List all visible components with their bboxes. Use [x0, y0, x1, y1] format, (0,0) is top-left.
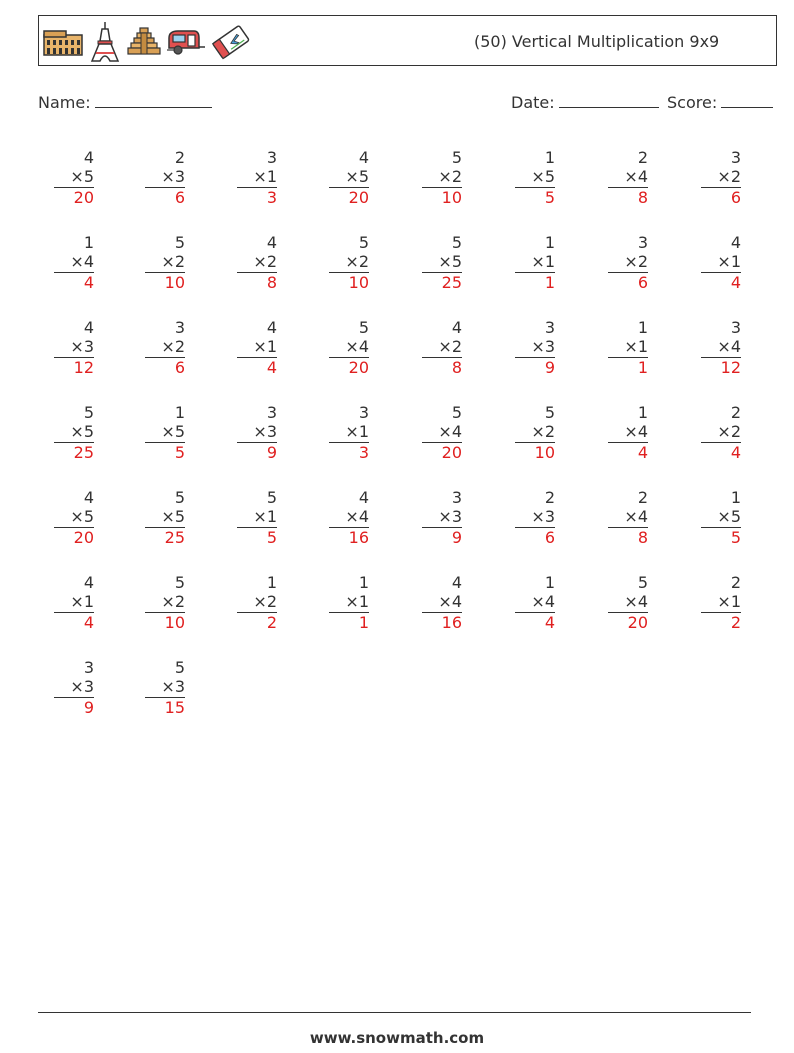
worksheet-header	[38, 15, 777, 66]
answer: 8	[637, 528, 648, 547]
answer: 1	[637, 358, 648, 377]
multiplier: ×1	[237, 167, 277, 188]
camper-trailer-icon	[166, 28, 206, 56]
answer: 4	[83, 273, 94, 292]
multiplier: ×2	[237, 252, 277, 273]
multiplicand: 5	[174, 573, 185, 592]
multiplicand: 5	[266, 488, 277, 507]
multiplicand: 5	[174, 658, 185, 677]
multiplication-problem	[701, 318, 741, 377]
multiplication-problem	[608, 318, 648, 377]
score-blank[interactable]	[721, 93, 773, 108]
answer: 20	[348, 188, 369, 207]
multiplicand: 2	[174, 148, 185, 167]
multiplicand: 3	[174, 318, 185, 337]
multiplicand: 2	[544, 488, 555, 507]
multiplication-problem	[54, 488, 94, 547]
header-icons	[42, 20, 252, 64]
answer: 9	[451, 528, 462, 547]
pyramid-icon	[126, 26, 162, 58]
answer: 10	[534, 443, 555, 462]
multiplier: ×5	[422, 252, 462, 273]
multiplication-problem	[145, 658, 185, 717]
answer: 2	[730, 613, 741, 632]
answer: 12	[73, 358, 94, 377]
answer: 9	[544, 358, 555, 377]
multiplier: ×2	[701, 422, 741, 443]
multiplier: ×2	[329, 252, 369, 273]
multiplicand: 5	[174, 488, 185, 507]
multiplier: ×3	[54, 677, 94, 698]
multiplicand: 5	[451, 403, 462, 422]
multiplier: ×4	[329, 507, 369, 528]
eiffel-tower-icon	[88, 21, 122, 63]
multiplicand: 4	[358, 148, 369, 167]
multiplication-problem	[422, 318, 462, 377]
multiplier: ×4	[329, 337, 369, 358]
answer: 3	[266, 188, 277, 207]
multiplication-problem	[701, 488, 741, 547]
answer: 25	[441, 273, 462, 292]
answer: 1	[358, 613, 369, 632]
multiplicand: 4	[730, 233, 741, 252]
multiplication-problem	[422, 488, 462, 547]
multiplicand: 5	[451, 148, 462, 167]
score-label: Score:	[667, 93, 718, 112]
answer: 4	[544, 613, 555, 632]
multiplier: ×1	[237, 507, 277, 528]
answer: 25	[164, 528, 185, 547]
multiplicand: 1	[730, 488, 741, 507]
answer: 6	[544, 528, 555, 547]
answer: 5	[266, 528, 277, 547]
multiplier: ×1	[515, 252, 555, 273]
multiplication-problem	[329, 148, 369, 207]
multiplication-problem	[329, 403, 369, 462]
multiplication-problem	[515, 573, 555, 632]
multiplication-problem	[329, 233, 369, 292]
footer-site: www.snowmath.com	[309, 1029, 485, 1047]
multiplication-problem	[329, 318, 369, 377]
multiplicand: 1	[266, 573, 277, 592]
multiplication-problem	[329, 573, 369, 632]
multiplier: ×1	[329, 422, 369, 443]
multiplicand: 4	[83, 318, 94, 337]
multiplicand: 1	[637, 403, 648, 422]
multiplicand: 3	[266, 403, 277, 422]
multiplication-problem	[608, 148, 648, 207]
multiplicand: 2	[730, 573, 741, 592]
answer: 4	[730, 443, 741, 462]
answer: 25	[73, 443, 94, 462]
multiplier: ×1	[329, 592, 369, 613]
worksheet-title: (50) Vertical Multiplication 9x9	[474, 32, 720, 51]
multiplicand: 4	[83, 573, 94, 592]
multiplier: ×5	[515, 167, 555, 188]
multiplication-problem	[515, 403, 555, 462]
multiplication-problem	[608, 488, 648, 547]
answer: 8	[266, 273, 277, 292]
multiplication-problem	[237, 488, 277, 547]
answer: 20	[441, 443, 462, 462]
multiplicand: 5	[83, 403, 94, 422]
multiplier: ×5	[329, 167, 369, 188]
multiplicand: 5	[358, 233, 369, 252]
multiplicand: 5	[358, 318, 369, 337]
answer: 5	[174, 443, 185, 462]
multiplicand: 4	[266, 233, 277, 252]
answer: 20	[348, 358, 369, 377]
multiplicand: 3	[358, 403, 369, 422]
answer: 5	[544, 188, 555, 207]
date-blank[interactable]	[559, 93, 659, 108]
multiplication-problem	[145, 148, 185, 207]
colosseum-icon	[42, 27, 84, 57]
multiplication-problem	[237, 318, 277, 377]
multiplier: ×4	[608, 507, 648, 528]
multiplier: ×5	[54, 507, 94, 528]
multiplication-problem	[422, 403, 462, 462]
multiplier: ×2	[701, 167, 741, 188]
multiplier: ×5	[54, 422, 94, 443]
answer: 4	[266, 358, 277, 377]
answer: 6	[174, 358, 185, 377]
multiplicand: 1	[637, 318, 648, 337]
multiplicand: 4	[266, 318, 277, 337]
answer: 10	[164, 273, 185, 292]
multiplier: ×4	[422, 592, 462, 613]
multiplication-problem	[701, 148, 741, 207]
multiplier: ×3	[237, 422, 277, 443]
answer: 4	[730, 273, 741, 292]
multiplicand: 1	[544, 573, 555, 592]
multiplication-problem	[145, 233, 185, 292]
multiplication-problem	[329, 488, 369, 547]
multiplicand: 3	[730, 318, 741, 337]
multiplication-problem	[701, 403, 741, 462]
multiplier: ×2	[237, 592, 277, 613]
multiplicand: 2	[637, 148, 648, 167]
answer: 5	[730, 528, 741, 547]
answer: 10	[441, 188, 462, 207]
multiplication-problem	[54, 233, 94, 292]
multiplicand: 3	[83, 658, 94, 677]
multiplication-problem	[145, 318, 185, 377]
multiplication-problem	[237, 233, 277, 292]
multiplier: ×1	[54, 592, 94, 613]
multiplication-problem	[515, 318, 555, 377]
answer: 9	[83, 698, 94, 717]
footer-divider	[38, 1012, 751, 1013]
multiplication-problem	[54, 148, 94, 207]
date-field	[511, 93, 659, 112]
multiplicand: 4	[451, 318, 462, 337]
answer: 8	[451, 358, 462, 377]
answer: 20	[73, 528, 94, 547]
multiplication-problem	[422, 573, 462, 632]
answer: 8	[637, 188, 648, 207]
multiplication-problem	[145, 403, 185, 462]
multiplier: ×5	[701, 507, 741, 528]
answer: 10	[164, 613, 185, 632]
multiplication-problem	[608, 233, 648, 292]
multiplier: ×1	[608, 337, 648, 358]
multiplicand: 1	[544, 148, 555, 167]
multiplicand: 1	[358, 573, 369, 592]
answer: 9	[266, 443, 277, 462]
multiplicand: 1	[174, 403, 185, 422]
multiplicand: 1	[83, 233, 94, 252]
answer: 4	[637, 443, 648, 462]
multiplicand: 5	[451, 233, 462, 252]
multiplication-problem	[145, 488, 185, 547]
multiplier: ×1	[701, 252, 741, 273]
answer: 6	[637, 273, 648, 292]
multiplier: ×3	[145, 677, 185, 698]
travel-ticket-icon	[210, 21, 252, 63]
multiplier: ×3	[515, 507, 555, 528]
answer: 12	[720, 358, 741, 377]
multiplication-problem	[422, 148, 462, 207]
multiplier: ×4	[54, 252, 94, 273]
multiplier: ×2	[422, 337, 462, 358]
multiplier: ×1	[701, 592, 741, 613]
multiplication-problem	[608, 573, 648, 632]
multiplicand: 4	[358, 488, 369, 507]
multiplier: ×3	[54, 337, 94, 358]
date-label: Date:	[511, 93, 555, 112]
multiplicand: 5	[544, 403, 555, 422]
multiplication-problem	[237, 403, 277, 462]
multiplication-problem	[54, 573, 94, 632]
answer: 15	[164, 698, 185, 717]
multiplier: ×3	[515, 337, 555, 358]
multiplication-problem	[701, 233, 741, 292]
answer: 20	[73, 188, 94, 207]
answer: 2	[266, 613, 277, 632]
name-blank[interactable]	[95, 93, 212, 108]
multiplier: ×4	[608, 592, 648, 613]
multiplier: ×1	[237, 337, 277, 358]
multiplicand: 5	[174, 233, 185, 252]
multiplier: ×2	[145, 337, 185, 358]
multiplier: ×4	[701, 337, 741, 358]
multiplier: ×2	[608, 252, 648, 273]
name-label: Name:	[38, 93, 91, 112]
name-field	[38, 93, 212, 112]
answer: 20	[627, 613, 648, 632]
multiplicand: 3	[266, 148, 277, 167]
multiplication-problem	[515, 233, 555, 292]
answer: 16	[348, 528, 369, 547]
multiplicand: 4	[83, 488, 94, 507]
answer: 4	[83, 613, 94, 632]
multiplication-problem	[608, 403, 648, 462]
score-field	[667, 93, 773, 112]
multiplication-problem	[701, 573, 741, 632]
multiplier: ×2	[145, 592, 185, 613]
multiplicand: 3	[451, 488, 462, 507]
multiplication-problem	[237, 148, 277, 207]
multiplier: ×5	[145, 422, 185, 443]
multiplication-problem	[422, 233, 462, 292]
multiplier: ×2	[145, 252, 185, 273]
multiplier: ×3	[145, 167, 185, 188]
multiplicand: 5	[637, 573, 648, 592]
multiplication-problem	[515, 488, 555, 547]
multiplicand: 2	[637, 488, 648, 507]
multiplier: ×4	[515, 592, 555, 613]
multiplication-problem	[515, 148, 555, 207]
multiplicand: 4	[83, 148, 94, 167]
multiplier: ×5	[145, 507, 185, 528]
answer: 16	[441, 613, 462, 632]
multiplicand: 3	[544, 318, 555, 337]
multiplicand: 3	[730, 148, 741, 167]
multiplier: ×5	[54, 167, 94, 188]
multiplicand: 1	[544, 233, 555, 252]
multiplication-problem	[54, 658, 94, 717]
multiplier: ×4	[608, 422, 648, 443]
answer: 10	[348, 273, 369, 292]
multiplier: ×2	[422, 167, 462, 188]
multiplier: ×3	[422, 507, 462, 528]
multiplier: ×4	[422, 422, 462, 443]
multiplier: ×4	[608, 167, 648, 188]
answer: 6	[174, 188, 185, 207]
multiplication-problem	[54, 318, 94, 377]
multiplier: ×2	[515, 422, 555, 443]
answer: 1	[544, 273, 555, 292]
multiplication-problem	[145, 573, 185, 632]
multiplicand: 2	[730, 403, 741, 422]
multiplicand: 3	[637, 233, 648, 252]
answer: 6	[730, 188, 741, 207]
multiplicand: 4	[451, 573, 462, 592]
multiplication-problem	[54, 403, 94, 462]
answer: 3	[358, 443, 369, 462]
multiplication-problem	[237, 573, 277, 632]
